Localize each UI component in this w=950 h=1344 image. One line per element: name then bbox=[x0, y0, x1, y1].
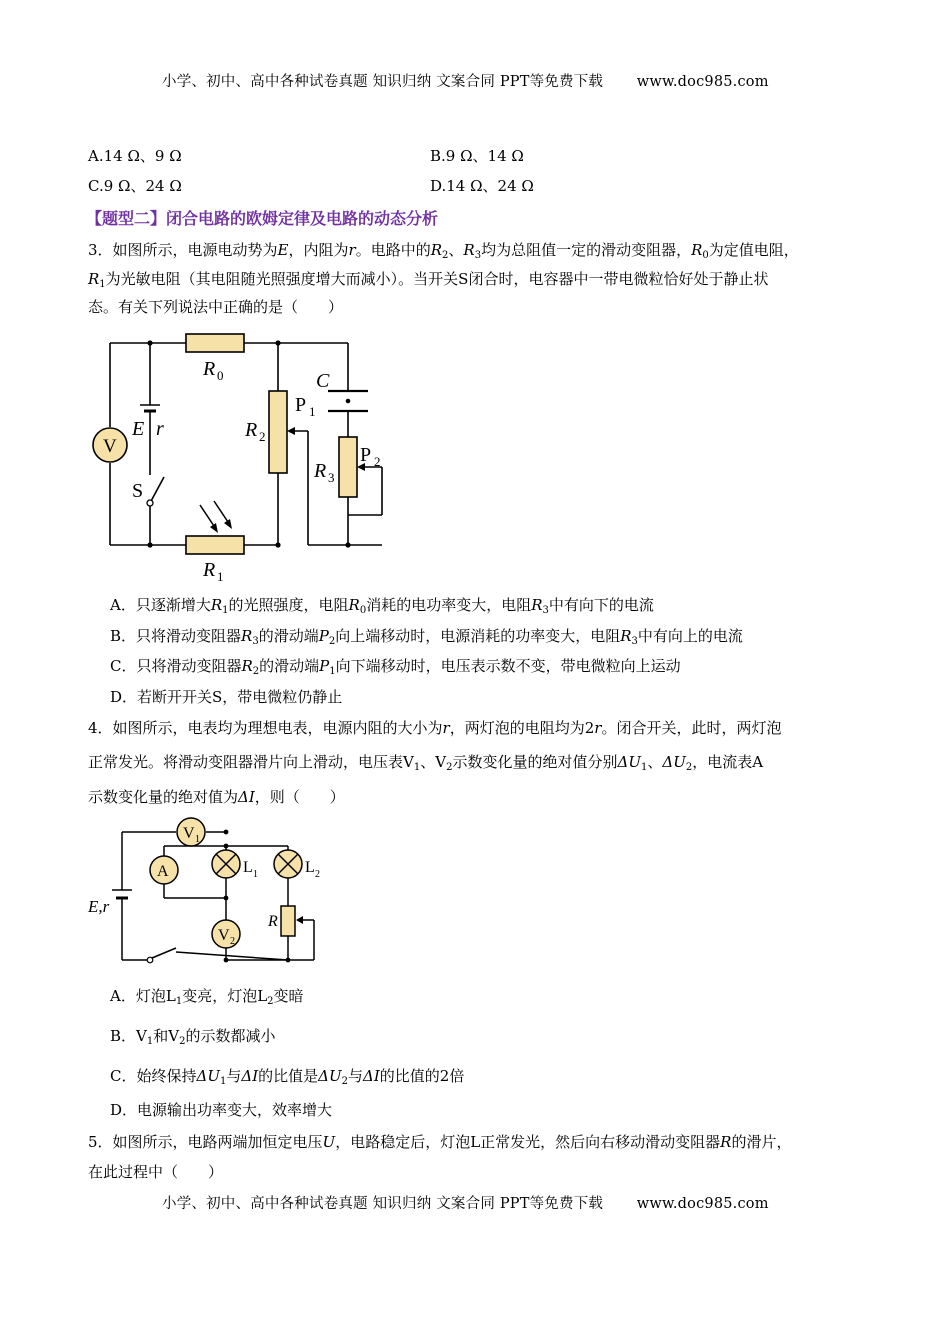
label-p1-sub: 1 bbox=[309, 404, 316, 419]
q3-stem-line1: 3．如图所示，电源电动势为E，内阻为r。电路中的$R_2$、$R_3$均为总阻值一定的滑动变阻器，$R_0$为定值电阻， bbox=[88, 241, 799, 261]
q3-option-c: C．只将滑动变阻器$R_2$的滑动端$P_1$向下端移动时，电压表示数不变，带电微粒向上运动 bbox=[110, 657, 681, 677]
q4-stem-line3: 示数变化量的绝对值为ΔI，则（ ） bbox=[88, 788, 345, 806]
prev-option-b: B.9 Ω、14 Ω bbox=[430, 147, 524, 165]
label-v1-sub: 1 bbox=[195, 834, 200, 845]
label-v1: V bbox=[183, 825, 195, 842]
label-v2-sub: 2 bbox=[230, 936, 235, 947]
q4-stem-line1: 4．如图所示，电表均为理想电表，电源内阻的大小为r，两灯泡的电阻均为2r。闭合开关，此时，两灯泡 bbox=[88, 719, 782, 737]
footer-url: www.doc985.com bbox=[636, 1196, 769, 1212]
label-r0: R bbox=[203, 358, 216, 380]
q5-stem-line1: 5．如图所示，电路两端加恒定电压U，电路稳定后，灯泡L正常发光，然后向右移动滑动变阻器R的滑片， bbox=[88, 1133, 792, 1151]
page-header bbox=[162, 70, 769, 91]
footer-text: 小学、初中、高中各种试卷真题 知识归纳 文案合同 PPT等免费下载 bbox=[162, 1196, 604, 1212]
q4-stem-line2: 正常发光。将滑动变阻器滑片向上滑动，电压表$V_1$、$V_2$示数变化量的绝对值分别$\Delta U_1$、$\Delta U_2$，电流表A bbox=[88, 753, 764, 773]
section-title: 【题型二】闭合电路的欧姆定律及电路的动态分析 bbox=[86, 209, 439, 228]
label-r2-sub: 2 bbox=[259, 429, 266, 444]
q3-stem-line3: 态。有关下列说法中正确的是（ ） bbox=[88, 298, 344, 316]
label-p2-sub: 2 bbox=[374, 454, 381, 469]
q4-option-b: B．$V_1$和$V_2$的示数都减小 bbox=[110, 1027, 276, 1047]
label-r1-sub: 1 bbox=[217, 569, 224, 584]
label-p1: P bbox=[295, 394, 307, 416]
label-l1: L bbox=[243, 859, 253, 876]
q3-stem-line2: $R_1$为光敏电阻（其电阻随光照强度增大而减小）。当开关S闭合时，电容器中一带电微粒恰好处于静止状 bbox=[88, 270, 769, 290]
prev-option-c: C.9 Ω、24 Ω bbox=[88, 177, 182, 195]
label-p2: P bbox=[360, 444, 372, 466]
label-r: R bbox=[268, 913, 278, 930]
label-l2: L bbox=[305, 859, 315, 876]
label-c: C bbox=[316, 370, 330, 392]
label-r2: R bbox=[245, 419, 258, 441]
q3-option-b: B．只将滑动变阻器$R_3$的滑动端$P_2$向上端移动时，电源消耗的功率变大，电阻$R_3$中有向上的电流 bbox=[110, 627, 743, 647]
label-a: A bbox=[157, 863, 169, 880]
q4-option-c: C．始终保持$\Delta U_1$与ΔI的比值是$\Delta U_2$与ΔI的比值的2倍 bbox=[110, 1067, 465, 1087]
header-text: 小学、初中、高中各种试卷真题 知识归纳 文案合同 PPT等免费下载 bbox=[162, 74, 604, 90]
q5-stem-line2: 在此过程中（ ） bbox=[88, 1163, 224, 1181]
q3-option-d: D．若断开开关S，带电微粒仍静止 bbox=[110, 688, 343, 706]
q3-option-a: A．只逐渐增大$R_1$的光照强度，电阻$R_0$消耗的电功率变大，电阻$R_3$中有向下的电流 bbox=[110, 596, 654, 616]
q3-circuit-diagram bbox=[88, 325, 398, 590]
label-s: S bbox=[132, 480, 144, 502]
prev-option-d: D.14 Ω、24 Ω bbox=[430, 177, 534, 195]
label-r3: R bbox=[314, 460, 327, 482]
label-r3-sub: 3 bbox=[328, 470, 335, 485]
label-l2-sub: 2 bbox=[315, 869, 320, 880]
header-url: www.doc985.com bbox=[636, 74, 769, 90]
label-r0-sub: 0 bbox=[217, 368, 224, 383]
q4-option-d: D．电源输出功率变大，效率增大 bbox=[110, 1101, 333, 1119]
label-r1: R bbox=[203, 559, 216, 581]
label-er: E,r bbox=[88, 897, 110, 916]
label-r-internal: r bbox=[156, 418, 164, 440]
page-footer bbox=[162, 1192, 769, 1213]
prev-option-a: A.14 Ω、9 Ω bbox=[88, 147, 182, 165]
label-v2: V bbox=[218, 927, 230, 944]
q4-circuit-diagram bbox=[86, 816, 336, 976]
label-e: E bbox=[132, 418, 145, 440]
q4-option-a: A．灯泡$L_1$变亮，灯泡$L_2$变暗 bbox=[110, 987, 304, 1007]
label-l1-sub: 1 bbox=[253, 869, 258, 880]
label-v: V bbox=[103, 436, 117, 457]
